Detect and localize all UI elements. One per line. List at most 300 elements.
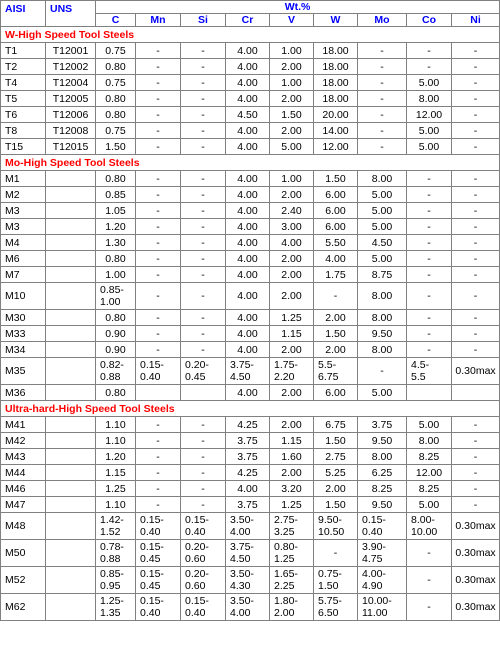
value-cell-co: - [407,283,452,310]
value-cell-cr: 4.00 [226,219,270,235]
value-cell-v: 2.00 [270,465,314,481]
value-cell-cr: 4.00 [226,59,270,75]
table-row [1,91,500,107]
value-cell-ni: 0.30max [452,358,500,385]
value-cell-si: - [181,187,226,203]
value-cell-w: 18.00 [314,91,358,107]
value-cell-mo: 8.00 [358,449,407,465]
value-cell-mn: - [136,203,181,219]
aisi-cell: M48 [1,513,46,540]
table-row [1,594,500,621]
value-cell-c: 1.00 [96,267,136,283]
value-cell-c: 1.25 [96,481,136,497]
value-cell-si: - [181,75,226,91]
value-cell-w: 20.00 [314,107,358,123]
value-cell-co: 4.5- 5.5 [407,358,452,385]
value-cell-c: 0.90 [96,326,136,342]
value-cell-v: 3.00 [270,219,314,235]
table-row [1,513,500,540]
value-cell-mo: - [358,139,407,155]
uns-cell [46,326,96,342]
value-cell-si: - [181,251,226,267]
section-row [1,401,500,417]
value-cell-cr: 4.50 [226,107,270,123]
value-cell-cr: 3.50- 4.00 [226,513,270,540]
value-cell-ni: - [452,433,500,449]
value-cell-mo: 4.50 [358,235,407,251]
value-cell-w: 6.75 [314,417,358,433]
value-cell-c: 0.80 [96,251,136,267]
value-cell-w: 0.75- 1.50 [314,567,358,594]
value-cell-ni: - [452,219,500,235]
element-header-ni: Ni [452,14,500,27]
value-cell-cr: 4.00 [226,43,270,59]
value-cell-co: 5.00 [407,497,452,513]
value-cell-si: - [181,107,226,123]
value-cell-mn: - [136,449,181,465]
value-cell-c: 1.20 [96,219,136,235]
value-cell-mn: - [136,171,181,187]
aisi-cell: M34 [1,342,46,358]
value-cell-mo: 5.00 [358,385,407,401]
value-cell-mn: 0.15- 0.40 [136,513,181,540]
value-cell-c: 0.78- 0.88 [96,540,136,567]
value-cell-v: 1.25 [270,497,314,513]
aisi-cell: M3 [1,203,46,219]
value-cell-w: 5.75- 6.50 [314,594,358,621]
value-cell-w: 18.00 [314,59,358,75]
value-cell-si: 0.20- 0.60 [181,540,226,567]
element-header-co: Co [407,14,452,27]
value-cell-cr: 3.75- 4.50 [226,540,270,567]
value-cell-co: - [407,219,452,235]
value-cell-ni: 0.30max [452,513,500,540]
value-cell-c: 1.10 [96,497,136,513]
table-row [1,567,500,594]
table-row [1,326,500,342]
aisi-cell: T6 [1,107,46,123]
value-cell-mo: 4.00- 4.90 [358,567,407,594]
value-cell-co: 5.00 [407,123,452,139]
value-cell-si: - [181,326,226,342]
value-cell-ni: - [452,342,500,358]
value-cell-v: 2.00 [270,187,314,203]
value-cell-cr: 4.00 [226,91,270,107]
uns-cell [46,540,96,567]
value-cell-mn: - [136,219,181,235]
value-cell-mo: 9.50 [358,433,407,449]
value-cell-v: 1.80- 2.00 [270,594,314,621]
value-cell-mo: - [358,123,407,139]
value-cell-c: 0.82- 0.88 [96,358,136,385]
aisi-cell: T2 [1,59,46,75]
value-cell-si: - [181,203,226,219]
value-cell-co: - [407,187,452,203]
value-cell-mn: - [136,481,181,497]
value-cell-cr: 3.75 [226,433,270,449]
value-cell-w: 2.00 [314,310,358,326]
value-cell-ni: - [452,310,500,326]
value-cell-ni [452,385,500,401]
value-cell-si: - [181,449,226,465]
value-cell-si: - [181,43,226,59]
aisi-cell: M6 [1,251,46,267]
value-cell-cr: 4.00 [226,203,270,219]
value-cell-mo: 8.00 [358,310,407,326]
table-row [1,235,500,251]
value-cell-c: 1.25- 1.35 [96,594,136,621]
value-cell-cr: 3.50- 4.30 [226,567,270,594]
value-cell-ni: - [452,91,500,107]
value-cell-si: 0.15- 0.40 [181,513,226,540]
value-cell-cr: 4.00 [226,123,270,139]
table-row [1,75,500,91]
uns-cell: T12006 [46,107,96,123]
value-cell-w: 6.00 [314,219,358,235]
value-cell-ni: - [452,326,500,342]
uns-cell [46,481,96,497]
value-cell-si: - [181,123,226,139]
value-cell-ni: 0.30max [452,540,500,567]
value-cell-w: 1.50 [314,497,358,513]
value-cell-ni: - [452,187,500,203]
value-cell-c: 0.80 [96,310,136,326]
value-cell-c: 1.30 [96,235,136,251]
value-cell-mo: 8.75 [358,267,407,283]
value-cell-mn: - [136,283,181,310]
value-cell-cr: 3.75 [226,449,270,465]
value-cell-w: 2.00 [314,481,358,497]
value-cell-c: 1.10 [96,433,136,449]
uns-cell [46,235,96,251]
value-cell-v: 1.25 [270,310,314,326]
value-cell-ni: - [452,171,500,187]
aisi-cell: M50 [1,540,46,567]
value-cell-mo: - [358,43,407,59]
uns-cell: T12008 [46,123,96,139]
value-cell-c: 0.85 [96,187,136,203]
value-cell-w: 2.75 [314,449,358,465]
value-cell-mo: 8.00 [358,283,407,310]
table-row [1,342,500,358]
value-cell-c: 0.85- 1.00 [96,283,136,310]
value-cell-co: - [407,203,452,219]
value-cell-co: - [407,594,452,621]
table-row [1,417,500,433]
value-cell-si: 0.20- 0.45 [181,358,226,385]
value-cell-cr: 3.75- 4.50 [226,358,270,385]
value-cell-cr: 4.25 [226,417,270,433]
value-cell-w: 6.00 [314,187,358,203]
value-cell-ni: - [452,203,500,219]
table-header [1,1,500,27]
value-cell-cr: 4.00 [226,283,270,310]
uns-cell [46,342,96,358]
value-cell-mo: 8.25 [358,481,407,497]
value-cell-ni: - [452,75,500,91]
value-cell-co: - [407,540,452,567]
table-row [1,107,500,123]
value-cell-co: - [407,342,452,358]
uns-cell [46,465,96,481]
value-cell-si: 0.15- 0.40 [181,594,226,621]
value-cell-ni: - [452,123,500,139]
aisi-cell: M41 [1,417,46,433]
value-cell-co: - [407,310,452,326]
uns-cell [46,358,96,385]
table-row [1,139,500,155]
value-cell-ni: - [452,235,500,251]
table-row [1,433,500,449]
element-header-si: Si [181,14,226,27]
value-cell-mn: - [136,43,181,59]
value-cell-ni: - [452,107,500,123]
value-cell-si: - [181,465,226,481]
value-cell-si: - [181,139,226,155]
value-cell-co: 8.25 [407,481,452,497]
uns-cell: T12001 [46,43,96,59]
value-cell-co [407,385,452,401]
value-cell-v: 2.00 [270,91,314,107]
uns-cell [46,310,96,326]
value-cell-c: 0.75 [96,123,136,139]
value-cell-mn: - [136,123,181,139]
value-cell-mn: - [136,59,181,75]
uns-cell [46,219,96,235]
aisi-cell: M43 [1,449,46,465]
value-cell-w: 18.00 [314,43,358,59]
value-cell-co: - [407,59,452,75]
value-cell-c: 1.15 [96,465,136,481]
value-cell-c: 1.42- 1.52 [96,513,136,540]
value-cell-si: - [181,433,226,449]
value-cell-mo: 6.25 [358,465,407,481]
value-cell-mo: 5.00 [358,251,407,267]
value-cell-mo: 9.50 [358,326,407,342]
value-cell-mo: 5.00 [358,219,407,235]
value-cell-w: 5.50 [314,235,358,251]
value-cell-v: 1.60 [270,449,314,465]
value-cell-w: 6.00 [314,385,358,401]
uns-cell [46,567,96,594]
value-cell-si: - [181,342,226,358]
value-cell-si: - [181,481,226,497]
table-row [1,385,500,401]
value-cell-mn: - [136,465,181,481]
value-cell-mn: - [136,139,181,155]
value-cell-co: - [407,235,452,251]
section-row [1,27,500,43]
value-cell-ni: - [452,139,500,155]
value-cell-w: 14.00 [314,123,358,139]
value-cell-ni: 0.30max [452,567,500,594]
value-cell-mn: 0.15- 0.40 [136,594,181,621]
value-cell-cr: 4.00 [226,171,270,187]
value-cell-cr: 4.25 [226,465,270,481]
value-cell-si: - [181,417,226,433]
value-cell-c: 0.85- 0.95 [96,567,136,594]
value-cell-v: 4.00 [270,235,314,251]
value-cell-w: 2.00 [314,342,358,358]
uns-cell [46,187,96,203]
value-cell-c: 0.75 [96,75,136,91]
aisi-header: AISI [1,1,46,27]
value-cell-cr: 4.00 [226,326,270,342]
value-cell-mo: 0.15- 0.40 [358,513,407,540]
value-cell-mn: 0.15- 0.40 [136,358,181,385]
element-header-c: C [96,14,136,27]
value-cell-ni: - [452,267,500,283]
value-cell-c: 0.80 [96,107,136,123]
value-cell-v: 1.15 [270,433,314,449]
value-cell-co: 5.00 [407,75,452,91]
aisi-cell: M42 [1,433,46,449]
table-row [1,310,500,326]
element-header-v: V [270,14,314,27]
value-cell-mo: - [358,91,407,107]
value-cell-co: - [407,326,452,342]
table-row [1,123,500,139]
value-cell-v: 1.65- 2.25 [270,567,314,594]
value-cell-si: - [181,267,226,283]
aisi-cell: T5 [1,91,46,107]
table-row [1,267,500,283]
value-cell-co: - [407,171,452,187]
value-cell-si: - [181,235,226,251]
element-header-w: W [314,14,358,27]
value-cell-v: 2.00 [270,267,314,283]
aisi-cell: M4 [1,235,46,251]
value-cell-ni: 0.30max [452,594,500,621]
value-cell-c: 1.05 [96,203,136,219]
value-cell-co: 8.00 [407,91,452,107]
value-cell-cr: 3.75 [226,497,270,513]
value-cell-si: 0.20- 0.60 [181,567,226,594]
value-cell-cr: 4.00 [226,251,270,267]
uns-cell [46,267,96,283]
aisi-cell: M62 [1,594,46,621]
value-cell-mn: - [136,417,181,433]
value-cell-v: 1.50 [270,107,314,123]
wt-percent-header: Wt.% [96,1,500,14]
value-cell-ni: - [452,43,500,59]
value-cell-si: - [181,283,226,310]
value-cell-co: 8.00- 10.00 [407,513,452,540]
value-cell-co: - [407,43,452,59]
aisi-cell: M33 [1,326,46,342]
value-cell-w: 1.50 [314,433,358,449]
value-cell-v: 3.20 [270,481,314,497]
section-title: Ultra-hard-High Speed Tool Steels [1,401,500,417]
value-cell-mn [136,385,181,401]
table-row [1,219,500,235]
value-cell-mo: 10.00- 11.00 [358,594,407,621]
element-header-mo: Mo [358,14,407,27]
uns-cell [46,513,96,540]
table-row [1,283,500,310]
value-cell-ni: - [452,449,500,465]
value-cell-w: 1.75 [314,267,358,283]
value-cell-mn: - [136,310,181,326]
value-cell-cr: 4.00 [226,385,270,401]
value-cell-v: 2.40 [270,203,314,219]
value-cell-mo: 5.00 [358,187,407,203]
value-cell-c: 0.75 [96,43,136,59]
value-cell-cr: 4.00 [226,139,270,155]
element-header-mn: Mn [136,14,181,27]
aisi-cell: M10 [1,283,46,310]
value-cell-ni: - [452,417,500,433]
value-cell-w: 4.00 [314,251,358,267]
value-cell-co: 8.00 [407,433,452,449]
value-cell-v: 2.00 [270,251,314,267]
value-cell-c: 0.80 [96,171,136,187]
uns-cell [46,497,96,513]
value-cell-c: 0.90 [96,342,136,358]
value-cell-si: - [181,497,226,513]
value-cell-w: 5.5- 6.75 [314,358,358,385]
table-row [1,481,500,497]
uns-cell [46,251,96,267]
table-row [1,497,500,513]
value-cell-w: 18.00 [314,75,358,91]
value-cell-si: - [181,219,226,235]
aisi-cell: M7 [1,267,46,283]
value-cell-si: - [181,91,226,107]
value-cell-co: 5.00 [407,139,452,155]
aisi-cell: T15 [1,139,46,155]
aisi-cell: M1 [1,171,46,187]
uns-cell [46,433,96,449]
value-cell-co: 12.00 [407,107,452,123]
value-cell-cr: 3.50- 4.00 [226,594,270,621]
value-cell-v: 1.00 [270,171,314,187]
value-cell-ni: - [452,251,500,267]
aisi-cell: M44 [1,465,46,481]
table-row [1,251,500,267]
section-row [1,155,500,171]
aisi-cell: M30 [1,310,46,326]
table-row [1,171,500,187]
aisi-cell: M47 [1,497,46,513]
value-cell-cr: 4.00 [226,310,270,326]
value-cell-w: - [314,283,358,310]
aisi-cell: M35 [1,358,46,385]
section-title: Mo-High Speed Tool Steels [1,155,500,171]
value-cell-si: - [181,310,226,326]
value-cell-co: - [407,567,452,594]
value-cell-mn: - [136,91,181,107]
value-cell-cr: 4.00 [226,267,270,283]
value-cell-mo: 3.75 [358,417,407,433]
uns-cell [46,203,96,219]
aisi-cell: M36 [1,385,46,401]
table-row [1,203,500,219]
value-cell-ni: - [452,497,500,513]
value-cell-v: 2.00 [270,417,314,433]
value-cell-mn: - [136,235,181,251]
value-cell-mo: 8.00 [358,171,407,187]
aisi-cell: M46 [1,481,46,497]
uns-cell: T12015 [46,139,96,155]
table-body [1,27,500,621]
value-cell-ni: - [452,481,500,497]
aisi-cell: M52 [1,567,46,594]
value-cell-co: - [407,251,452,267]
value-cell-v: 1.00 [270,43,314,59]
value-cell-w: 12.00 [314,139,358,155]
value-cell-w: 1.50 [314,326,358,342]
